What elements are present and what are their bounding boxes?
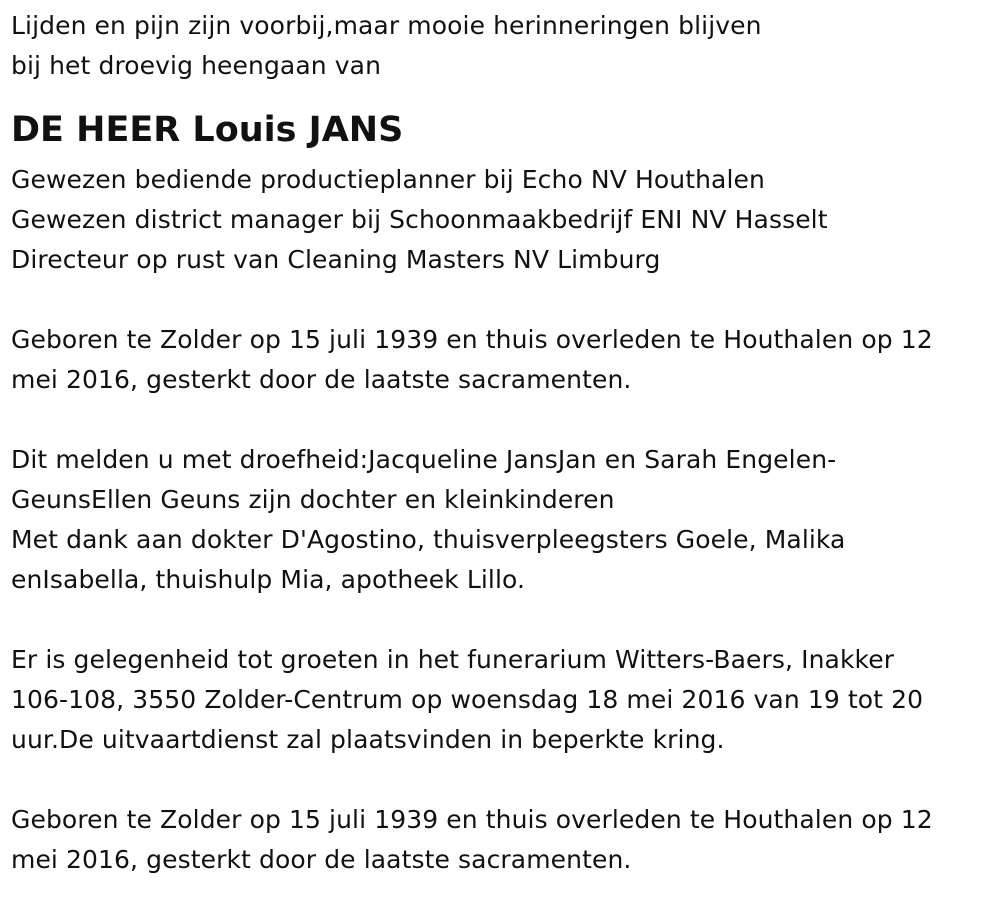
role-line: Directeur op rust van Cleaning Masters NV Limburg xyxy=(11,245,661,274)
visitation-line: uur.De uitvaartdienst zal plaatsvinden in beperkte kring. xyxy=(11,725,725,754)
thanks-line: enIsabella, thuishulp Mia, apotheek Lillo. xyxy=(11,565,526,594)
family-line: Dit melden u met droefheid:Jacqueline JansJan en Sarah Engelen- xyxy=(11,445,837,474)
deceased-name: DE HEER Louis JANS xyxy=(11,110,404,150)
paragraph-gap xyxy=(11,760,1000,800)
intro-line-1: Lijden en pijn zijn voorbij,maar mooie herinneringen blijven xyxy=(11,11,762,40)
visitation-line: 106-108, 3550 Zolder-Centrum op woensdag 18 mei 2016 van 19 tot 20 xyxy=(11,685,924,714)
birth-death-line: mei 2016, gesterkt door de laatste sacramenten. xyxy=(11,365,632,394)
birth-death-line: Geboren te Zolder op 15 juli 1939 en thuis overleden te Houthalen op 12 xyxy=(11,805,933,834)
paragraph-gap xyxy=(11,600,1000,640)
paragraph-gap xyxy=(11,280,1000,320)
birth-death-line: mei 2016, gesterkt door de laatste sacramenten. xyxy=(11,845,632,874)
thanks-line: Met dank aan dokter D'Agostino, thuisverpleegsters Goele, Malika xyxy=(11,525,846,554)
visitation-line: Er is gelegenheid tot groeten in het funerarium Witters-Baers, Inakker xyxy=(11,645,895,674)
paragraph-gap xyxy=(11,400,1000,440)
role-line: Gewezen district manager bij Schoonmaakbedrijf ENI NV Hasselt xyxy=(11,205,828,234)
birth-death-line: Geboren te Zolder op 15 juli 1939 en thuis overleden te Houthalen op 12 xyxy=(11,325,933,354)
family-line: GeunsEllen Geuns zijn dochter en kleinkinderen xyxy=(11,485,615,514)
intro-line-2: bij het droevig heengaan van xyxy=(11,51,382,80)
role-line: Gewezen bediende productieplanner bij Echo NV Houthalen xyxy=(11,165,765,194)
